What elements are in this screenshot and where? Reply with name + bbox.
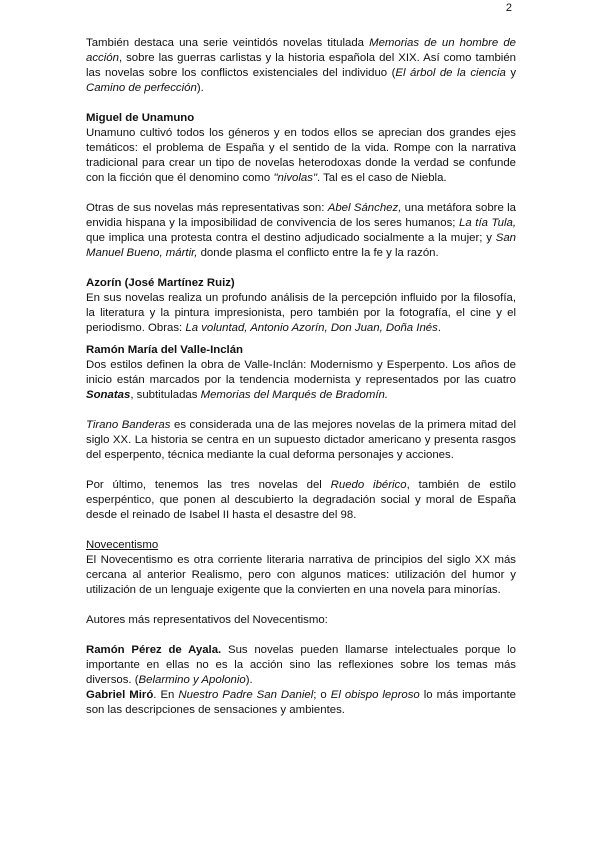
document-body: [86, 36, 516, 718]
text-run: Unamuno cultivó todos los géneros y en todos ellos se aprecian dos grandes ejes temáticos: el problema de España y el sentido de la vida. Rompe con la narrativa tradicional para crear un tipo de novelas heterodoxas donde la verdad se confunde con la ficción que él denomino como: [86, 127, 516, 184]
author-name: Gabriel Miró: [86, 689, 154, 701]
unamuno-paragraph-2: [86, 201, 516, 261]
text-run: También destaca una serie veintidós novelas titulada: [86, 37, 370, 49]
text-run: y: [505, 67, 517, 79]
book-title: San Manuel Bueno, mártir,: [86, 232, 516, 259]
book-title: Camino de perfección: [86, 82, 197, 94]
novecentismo-paragraph-2: Autores más representativos del Novecentismo:: [86, 614, 328, 626]
text-run: , subtituladas: [130, 389, 201, 401]
book-title: El árbol de la ciencia: [395, 67, 506, 79]
book-title: Ruedo ibérico: [330, 479, 407, 491]
text-run: Por último, tenemos las tres novelas del: [86, 479, 331, 491]
valle-paragraph-1: [86, 358, 516, 403]
book-title: El obispo leproso: [330, 689, 420, 701]
text-run: lo más importante son las descripciones de sensaciones y ambientes.: [86, 689, 516, 716]
novecentismo-paragraph-1: El Novecentismo es otra corriente literaria narrativa de principios del siglo XX más cercana al anterior Realismo, pero con algunos matices: utilización del humor y utilización de un lenguaje exigente que la convierten en una novela para minorías.: [86, 554, 516, 596]
text-run: , sobre las guerras carlistas y la historia española del XIX. Así como también las novelas sobre los conflictos existenciales del individuo (: [86, 52, 516, 79]
heading-valle-inclan: Ramón María del Valle-Inclán: [86, 344, 243, 356]
book-title: Sonatas: [86, 389, 131, 401]
azorin-paragraph: [86, 291, 516, 336]
book-title: La voluntad, Antonio Azorín, Don Juan, Doña Inés: [185, 322, 438, 334]
unamuno-paragraph-1: [86, 126, 516, 186]
text-run: Sus novelas pueden llamarse intelectuales porque lo importante en ellas no es la acción sino las reflexiones sobre los temas más diversos. (: [86, 644, 516, 686]
book-title: Memorias del Marqués de Bradomín.: [200, 389, 389, 401]
text-run: ; o: [313, 689, 331, 701]
text-run: ).: [196, 82, 204, 94]
text-run: es considerada una de las mejores novelas de la primera mitad del siglo XX. La historia se centra en un supuesto dictador americano y presenta rasgos del esperpento, técnica mediante la cual deforma personajes y acciones.: [86, 419, 516, 461]
text-run: que implica una protesta contra el destino adjudicado socialmente a la mujer; y: [86, 232, 496, 244]
heading-novecentismo: Novecentismo: [86, 539, 159, 551]
text-run: donde plasma el conflicto entre la fe y la razón.: [197, 247, 439, 259]
book-title: Memorias de un hombre de acción: [86, 37, 516, 64]
term: "nivolas": [273, 172, 317, 184]
intro-paragraph: [86, 36, 516, 96]
book-title: Tirano Banderas: [86, 419, 171, 431]
author-name: Ramón Pérez de Ayala.: [86, 644, 222, 656]
text-run: , también de estilo esperpéntico, que ponen al descubierto la degradación social y moral de España desde el reinado de Isabel II hasta el desastre del 98.: [86, 479, 516, 521]
page-number: 2: [505, 2, 512, 14]
text-run: una metáfora sobre la envidia hispana y la imposibilidad de convivencia de los seres humanos;: [86, 202, 516, 229]
perez-de-ayala-paragraph: [86, 643, 516, 688]
valle-paragraph-2: [86, 418, 516, 463]
heading-unamuno: Miguel de Unamuno: [86, 112, 195, 124]
text-run: ).: [245, 674, 253, 686]
book-title: Nuestro Padre San Daniel: [178, 689, 314, 701]
heading-azorin: Azorín (José Martínez Ruiz): [86, 277, 235, 289]
text-run: . En: [153, 689, 179, 701]
text-run: Otras de sus novelas más representativas son:: [86, 202, 328, 214]
valle-paragraph-3: [86, 478, 516, 523]
text-run: En sus novelas realiza un profundo análisis de la percepción influido por la filosofía, la literatura y la pintura impresionista, pero también por la fotografía, el cine y el periodismo. Obras:: [86, 292, 516, 334]
book-title: Belarmino y Apolonio: [138, 674, 246, 686]
text-run: Dos estilos definen la obra de Valle-Inclán: Modernismo y Esperpento. Los años de inicio están marcados por la tendencia modernista y representados por las cuatro: [86, 359, 516, 386]
text-run: . Tal es el caso de Niebla.: [316, 172, 447, 184]
book-title: La tía Tula,: [459, 217, 517, 229]
text-run: .: [437, 322, 442, 334]
miro-paragraph: [86, 688, 516, 718]
book-title: Abel Sánchez,: [327, 202, 402, 214]
